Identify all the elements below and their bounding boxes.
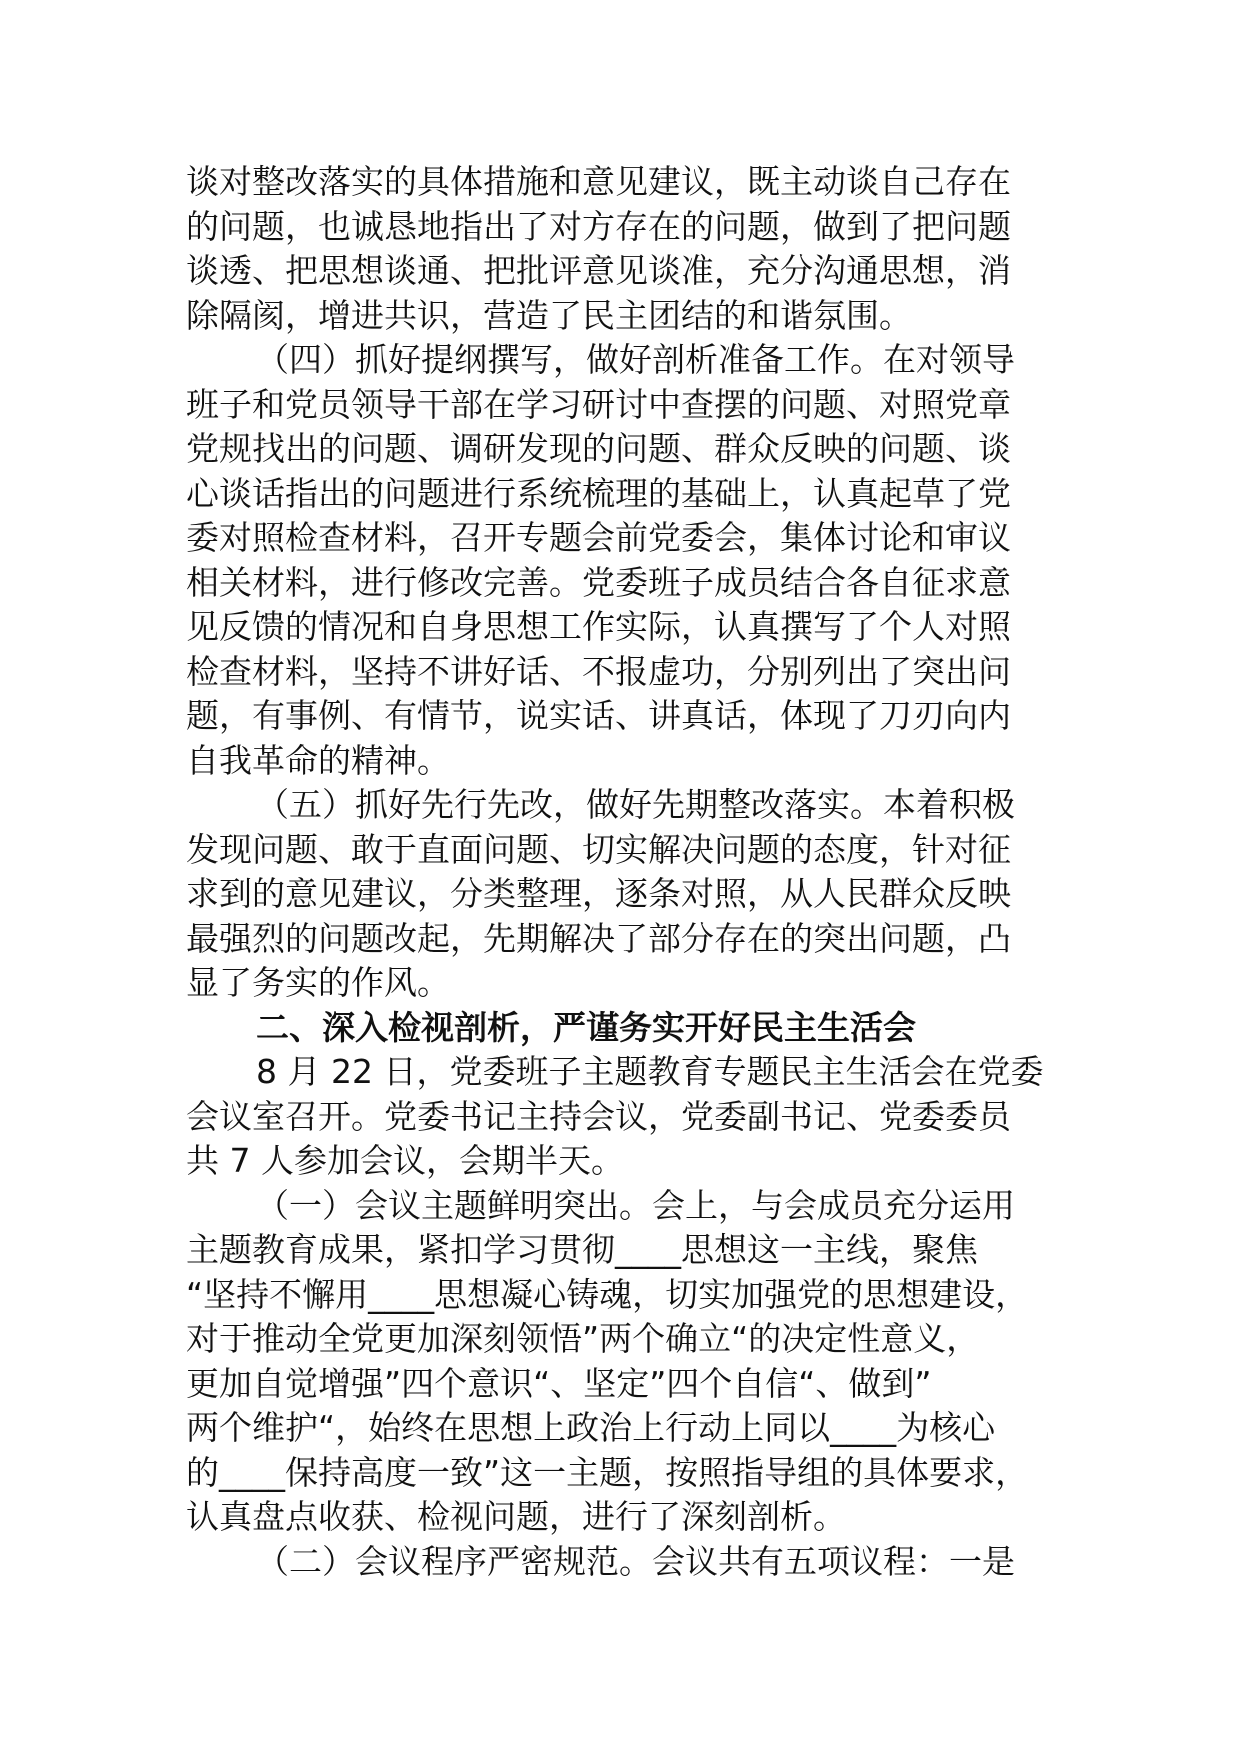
paragraph-line: 除隔阂，增进共识，营造了民主团结的和谐氛围。 [186,295,912,335]
paragraph-line: 委对照检查材料，召开专题会前党委会，集体讨论和审议 [186,518,1011,557]
paragraph-line: 自我革命的精神。 [186,740,450,780]
paragraph-line: 显了务实的作风。 [186,963,450,1002]
paragraph-line: 会议室召开。党委书记主持会议，党委副书记、党委委员 [186,1096,1011,1136]
paragraph-line: 两个维护“，始终在思想上政治上行动上同以____为核心 [186,1408,996,1447]
section-4-first-line: （四）抓好提纲撰写，做好剖析准备工作。在对领导 [256,340,1015,379]
paragraph-line: 班子和党员领导干部在学习研讨中查摆的问题、对照党章 [186,384,1011,424]
paragraph-line: 题，有事例、有情节，说实话、讲真话，体现了刀刃向内 [186,696,1011,735]
subsection-2-first-line: （二）会议程序严密规范。会议共有五项议程：一是 [256,1541,1015,1581]
paragraph-line: 谈对整改落实的具体措施和意见建议，既主动谈自己存在 [186,162,1011,201]
paragraph-line: 检查材料，坚持不讲好话、不报虚功，分别列出了突出问 [186,651,1011,691]
paragraph-line: 发现问题、敢于直面问题、切实解决问题的态度，针对征 [186,829,1011,869]
paragraph-line: 认真盘点收获、检视问题，进行了深刻剖析。 [186,1497,846,1536]
paragraph-line: 相关材料，进行修改完善。党委班子成员结合各自征求意 [186,562,1011,602]
section-5-first-line: （五）抓好先行先改，做好先期整改落实。本着积极 [256,785,1015,824]
paragraph-line: 心谈话指出的问题进行系统梳理的基础上，认真起草了党 [186,473,1011,513]
paragraph-line: 谈透、把思想谈通、把批评意见谈准，充分沟通思想，消 [186,251,1011,290]
paragraph-line: 求到的意见建议，分类整理，逐条对照，从人民群众反映 [186,874,1011,913]
paragraph-line: 共 7 人参加会议，会期半天。 [186,1141,624,1180]
paragraph-line: 党规找出的问题、调研发现的问题、群众反映的问题、谈 [186,429,1011,468]
paragraph-line: 对于推动全党更加深刻领悟”两个确立“的决定性意义， [186,1319,980,1358]
paragraph-line: 最强烈的问题改起，先期解决了部分存在的突出问题，凸 [186,918,1011,958]
paragraph-line: 见反馈的情况和自身思想工作实际，认真撰写了个人对照 [186,607,1011,646]
section-heading: 二、深入检视剖析，严谨务实开好民主生活会 [256,1007,916,1047]
subsection-1-first-line: （一）会议主题鲜明突出。会上，与会成员充分运用 [256,1185,1015,1225]
paragraph-line: 更加自觉增强”四个意识“、坚定”四个自信“、做到” [186,1363,932,1403]
paragraph-line: 的____保持高度一致”这一主题，按照指导组的具体要求， [186,1452,1029,1492]
paragraph-line: 主题教育成果，紧扣学习贯彻____思想这一主线，聚焦 [186,1230,978,1269]
meeting-date-line: 8 月 22 日，党委班子主题教育专题民主生活会在党委 [256,1052,1044,1091]
paragraph-line: “坚持不懈用____思想凝心铸魂，切实加强党的思想建设， [186,1274,1029,1314]
paragraph-line: 的问题，也诚恳地指出了对方存在的问题，做到了把问题 [186,206,1011,246]
document-body [186,160,1056,1584]
